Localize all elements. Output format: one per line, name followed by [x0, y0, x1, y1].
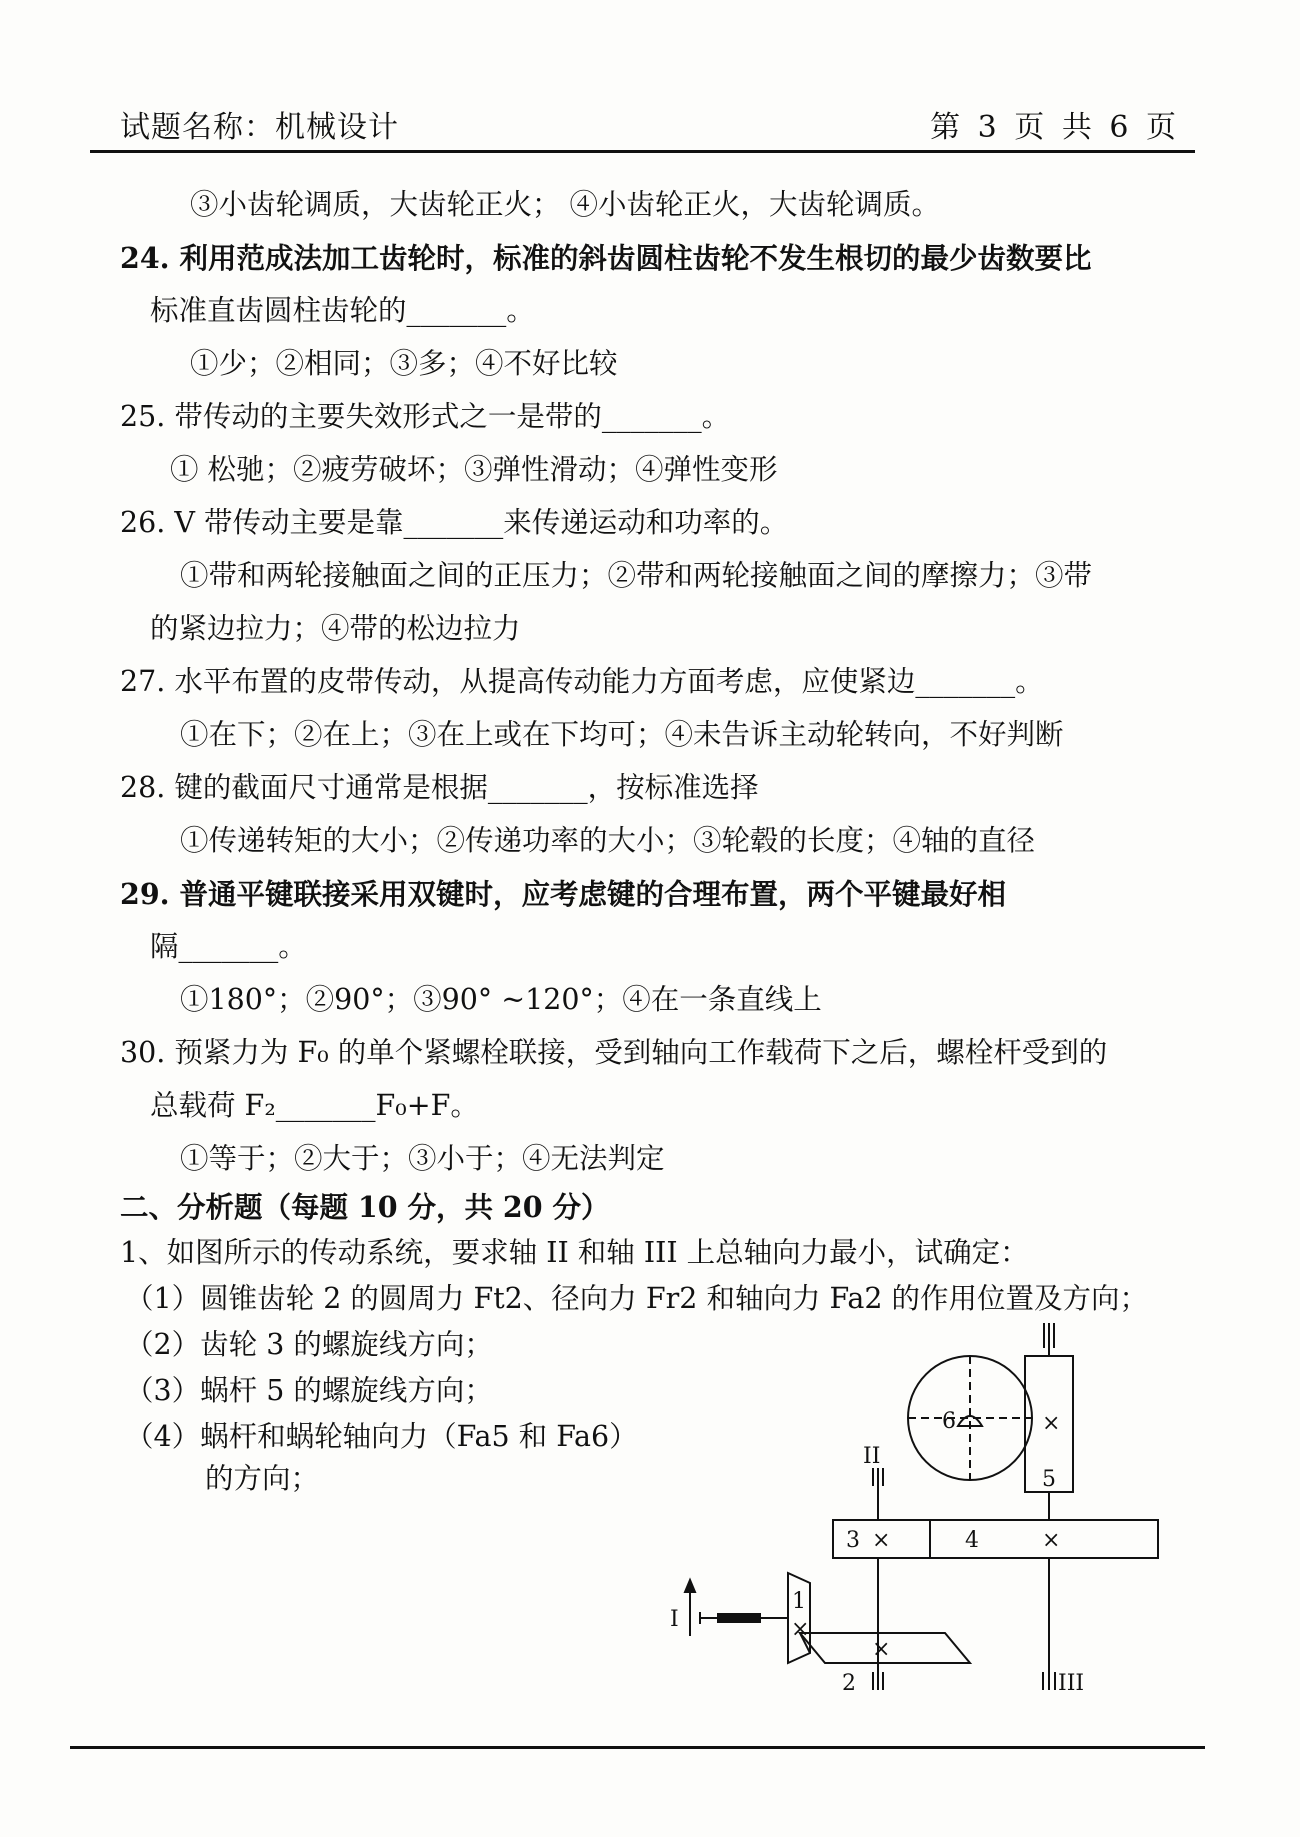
q27-stem: 27. 水平布置的皮带传动，从提高传动能力方面考虑，应使紧边_______。 — [120, 665, 1044, 698]
label-shaft-ii: II — [863, 1444, 881, 1469]
q26-options-cont: 的紧边拉力；④带的松边拉力 — [150, 612, 521, 645]
analysis-q1-part4: （4）蜗杆和蜗轮轴向力（Fa5 和 Fa6） — [125, 1420, 638, 1453]
analysis-q1-part1: （1）圆锥齿轮 2 的圆周力 Ft2、径向力 Fr2 和轴向力 Fa2 的作用位置及方向； — [125, 1282, 1149, 1315]
label-gear-2: 2 — [842, 1671, 856, 1696]
q28-stem: 28. 键的截面尺寸通常是根据_______，按标准选择 — [120, 771, 759, 804]
q24-stem-cont: 标准直齿圆柱齿轮的_______。 — [150, 294, 535, 327]
analysis-q1-part3: （3）蜗杆 5 的螺旋线方向； — [125, 1374, 493, 1407]
q30-options: ①等于；②大于；③小于；④无法判定 — [180, 1142, 665, 1175]
q26-options: ①带和两轮接触面之间的正压力；②带和两轮接触面之间的摩擦力；③带 — [180, 559, 1093, 592]
footer-rule — [70, 1746, 1205, 1749]
label-shaft-iii: III — [1058, 1671, 1085, 1696]
q25-options: ① 松驰；②疲劳破坏；③弹性滑动；④弹性变形 — [170, 453, 778, 486]
analysis-q1-stem: 1、如图所示的传动系统，要求轴 II 和轴 III 上总轴向力最小，试确定： — [120, 1236, 1029, 1269]
q29-stem-cont: 隔_______。 — [150, 930, 307, 963]
axis-mark-worm: × — [1042, 1411, 1061, 1436]
label-shaft-i: I — [670, 1607, 679, 1632]
section-two-heading: 二、分析题（每题 10 分，共 20 分） — [120, 1190, 610, 1224]
label-gear-1: 1 — [792, 1589, 806, 1614]
q24-options: ①少；②相同；③多；④不好比较 — [190, 347, 618, 380]
page-indicator: 第 3 页 共 6 页 — [930, 110, 1180, 145]
axis-mark-gear-1: × — [791, 1617, 810, 1642]
q30-stem: 30. 预紧力为 F₀ 的单个紧螺栓联接，受到轴向工作载荷下之后，螺栓杆受到的 — [120, 1036, 1108, 1069]
exam-title: 试题名称：机械设计 — [120, 110, 399, 145]
q24-stem: 24. 利用范成法加工齿轮时，标准的斜齿圆柱齿轮不发生根切的最少齿数要比 — [120, 241, 1092, 275]
transmission-diagram — [660, 1318, 1190, 1698]
label-worm-5: 5 — [1042, 1467, 1056, 1492]
header-rule — [90, 150, 1195, 153]
label-gear-3: 3 — [846, 1528, 860, 1553]
axis-mark-gear-2: × — [872, 1637, 891, 1662]
q25-stem: 25. 带传动的主要失效形式之一是带的_______。 — [120, 400, 731, 433]
q27-options: ①在下；②在上；③在上或在下均可；④未告诉主动轮转向，不好判断 — [180, 718, 1064, 751]
analysis-q1-part4-cont: 的方向； — [205, 1462, 320, 1495]
q26-stem: 26. V 带传动主要是靠_______来传递运动和功率的。 — [120, 506, 789, 539]
axis-mark-gear-4: × — [1042, 1528, 1061, 1553]
q23-options: ③小齿轮调质，大齿轮正火； ④小齿轮正火，大齿轮调质。 — [190, 188, 941, 221]
axis-mark-gear-3: × — [872, 1528, 891, 1553]
q29-options: ①180°；②90°；③90° ~120°；④在一条直线上 — [180, 983, 822, 1016]
label-worm-gear-6: 6 — [942, 1409, 956, 1434]
label-gear-4: 4 — [965, 1528, 979, 1553]
q28-options: ①传递转矩的大小；②传递功率的大小；③轮毂的长度；④轴的直径 — [180, 824, 1036, 857]
q30-stem-cont: 总载荷 F₂_______F₀+F。 — [150, 1089, 479, 1122]
analysis-q1-part2: （2）齿轮 3 的螺旋线方向； — [125, 1328, 493, 1361]
q29-stem: 29. 普通平键联接采用双键时，应考虑键的合理布置，两个平键最好相 — [120, 877, 1007, 911]
